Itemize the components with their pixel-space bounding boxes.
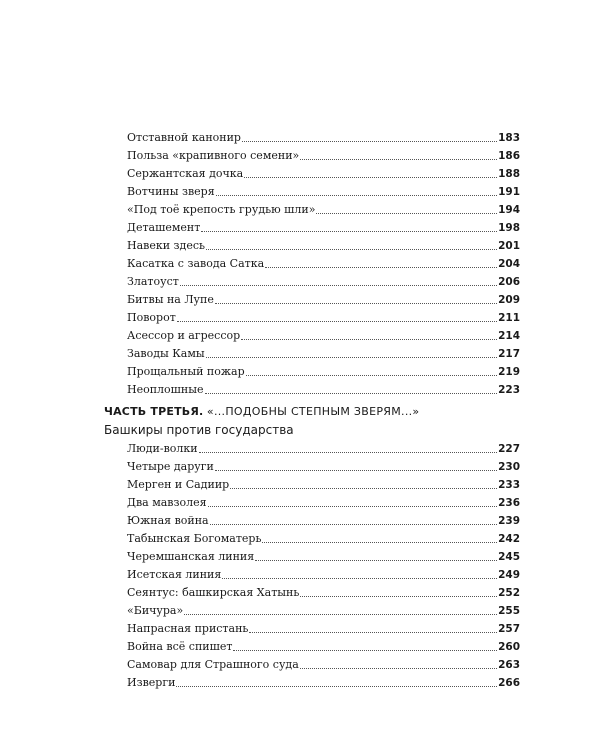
- toc-entry-page: 198: [498, 222, 520, 234]
- toc-entry-page: 217: [498, 348, 520, 360]
- dot-leader: [180, 284, 497, 286]
- toc-entry-page: 236: [498, 497, 520, 509]
- toc-entry-title: Четыре даруги: [127, 460, 214, 473]
- toc-entry: [127, 345, 520, 363]
- toc-entry: [127, 237, 520, 255]
- toc-entry: [127, 440, 520, 458]
- toc-entry-title: Навеки здесь: [127, 239, 205, 252]
- toc-entry-page: 191: [498, 186, 520, 198]
- toc-entry-page: 245: [498, 551, 520, 563]
- toc-entry: [127, 327, 520, 345]
- toc-entry-page: 255: [498, 605, 520, 617]
- dot-leader: [316, 212, 497, 214]
- toc-entry-title: Два мавзолея: [127, 496, 207, 509]
- toc-entry: [127, 476, 520, 494]
- toc-entry-title: Неоплошные: [127, 383, 204, 396]
- section-heading: Башкиры против государства: [104, 423, 294, 437]
- dot-leader: [210, 523, 497, 525]
- toc-entry-page: 188: [498, 168, 520, 180]
- dot-leader: [216, 194, 497, 196]
- toc-entry-title: Касатка с завода Сатка: [127, 257, 265, 270]
- toc-entry: [127, 458, 520, 476]
- toc-entry: [127, 494, 520, 512]
- toc-entry-title: Вотчины зверя: [127, 185, 215, 198]
- toc-entry-page: 204: [498, 258, 520, 270]
- dot-leader: [205, 392, 498, 394]
- dot-leader: [265, 266, 497, 268]
- toc-entry-page: 214: [498, 330, 520, 342]
- toc-entry: [127, 602, 520, 620]
- toc-entry: [127, 674, 520, 692]
- dot-leader: [246, 374, 497, 376]
- toc-entry-page: 249: [498, 569, 520, 581]
- toc-entry: [127, 620, 520, 638]
- toc-entry-page: 201: [498, 240, 520, 252]
- dot-leader: [215, 469, 497, 471]
- dot-leader: [244, 176, 497, 178]
- dot-leader: [241, 338, 497, 340]
- dot-leader: [206, 356, 497, 358]
- toc-entry: [127, 638, 520, 656]
- toc-entry-title: Мерген и Садиир: [127, 478, 230, 491]
- toc-entry-title: Война всё спишет: [127, 640, 233, 653]
- toc-entry-title: Табынская Богоматерь: [127, 532, 262, 545]
- dot-leader: [300, 158, 497, 160]
- dot-leader: [201, 230, 497, 232]
- toc-entry-title: «Под тоё крепость грудью шли»: [127, 203, 316, 216]
- toc-entry: [127, 165, 520, 183]
- toc-entry-page: 183: [498, 132, 520, 144]
- toc-entry: [127, 530, 520, 548]
- toc-entry-title: Заводы Камы: [127, 347, 205, 360]
- toc-entry-title: Асессор и агрессор: [127, 329, 241, 342]
- toc-entry: [127, 255, 520, 273]
- dot-leader: [262, 541, 497, 543]
- dot-leader: [199, 451, 497, 453]
- toc-entry: [127, 309, 520, 327]
- part-label: ЧАСТЬ ТРЕТЬЯ.: [104, 405, 204, 418]
- toc-entry-page: 252: [498, 587, 520, 599]
- toc-entry-title: Поворот: [127, 311, 176, 324]
- toc-entry-title: Златоуст: [127, 275, 179, 288]
- dot-leader: [215, 302, 497, 304]
- toc-entry-title: Деташемент: [127, 221, 201, 234]
- toc-entry: [127, 183, 520, 201]
- toc-entry-page: 227: [498, 443, 520, 455]
- dot-leader: [300, 595, 497, 597]
- toc-entry-title: Южная война: [127, 514, 209, 527]
- toc-entry: [127, 147, 520, 165]
- part-title: «...ПОДОБНЫ СТЕПНЫМ ЗВЕРЯМ...»: [206, 405, 420, 418]
- toc-entry-title: Изверги: [127, 676, 176, 689]
- toc-entry: [127, 129, 520, 147]
- dot-leader: [184, 613, 497, 615]
- dot-leader: [222, 577, 497, 579]
- toc-entry-page: 239: [498, 515, 520, 527]
- toc-entry-title: «Бичура»: [127, 604, 184, 617]
- toc-entry: [127, 584, 520, 602]
- toc-entry-title: Польза «крапивного семени»: [127, 149, 300, 162]
- toc-entry-title: Самовар для Страшного суда: [127, 658, 299, 671]
- toc-entry-page: 233: [498, 479, 520, 491]
- toc-entry-page: 186: [498, 150, 520, 162]
- dot-leader: [177, 320, 497, 322]
- toc-entry: [127, 566, 520, 584]
- toc-entry-page: 260: [498, 641, 520, 653]
- toc-entry-page: 257: [498, 623, 520, 635]
- dot-leader: [300, 667, 497, 669]
- toc-entry-title: Исетская линия: [127, 568, 222, 581]
- toc-entry-title: Битвы на Лупе: [127, 293, 214, 306]
- dot-leader: [255, 559, 497, 561]
- toc-entry-page: 266: [498, 677, 520, 689]
- dot-leader: [230, 487, 497, 489]
- toc-entry: [127, 656, 520, 674]
- toc-entry-title: Напрасная пристань: [127, 622, 249, 635]
- toc-entry-page: 230: [498, 461, 520, 473]
- toc-entry-page: 211: [498, 312, 520, 324]
- dot-leader: [176, 685, 497, 687]
- toc-entry-page: 223: [498, 384, 520, 396]
- toc-entry-title: Прощальный пожар: [127, 365, 245, 378]
- toc-entry-title: Сеянтус: башкирская Хатынь: [127, 586, 300, 599]
- toc-entry: [127, 548, 520, 566]
- toc-entry-page: 194: [498, 204, 520, 216]
- toc-entry: [127, 273, 520, 291]
- toc-entry-page: 242: [498, 533, 520, 545]
- toc-entry-title: Черемшанская линия: [127, 550, 255, 563]
- toc-entry-page: 219: [498, 366, 520, 378]
- dot-leader: [233, 649, 497, 651]
- toc-entry-title: Сержантская дочка: [127, 167, 244, 180]
- toc-entry: [127, 512, 520, 530]
- toc-entry: [127, 363, 520, 381]
- toc-entry-page: 209: [498, 294, 520, 306]
- dot-leader: [242, 140, 497, 142]
- toc-entry-title: Отставной канонир: [127, 131, 241, 144]
- part-heading: [104, 404, 419, 420]
- toc-entry: [127, 219, 520, 237]
- dot-leader: [208, 505, 498, 507]
- toc-entry-page: 263: [498, 659, 520, 671]
- dot-leader: [249, 631, 497, 633]
- toc-entry: [127, 381, 520, 399]
- toc-entry: [127, 201, 520, 219]
- dot-leader: [206, 248, 497, 250]
- toc-entry: [127, 291, 520, 309]
- toc-entry-title: Люди-волки: [127, 442, 198, 455]
- toc-entry-page: 206: [498, 276, 520, 288]
